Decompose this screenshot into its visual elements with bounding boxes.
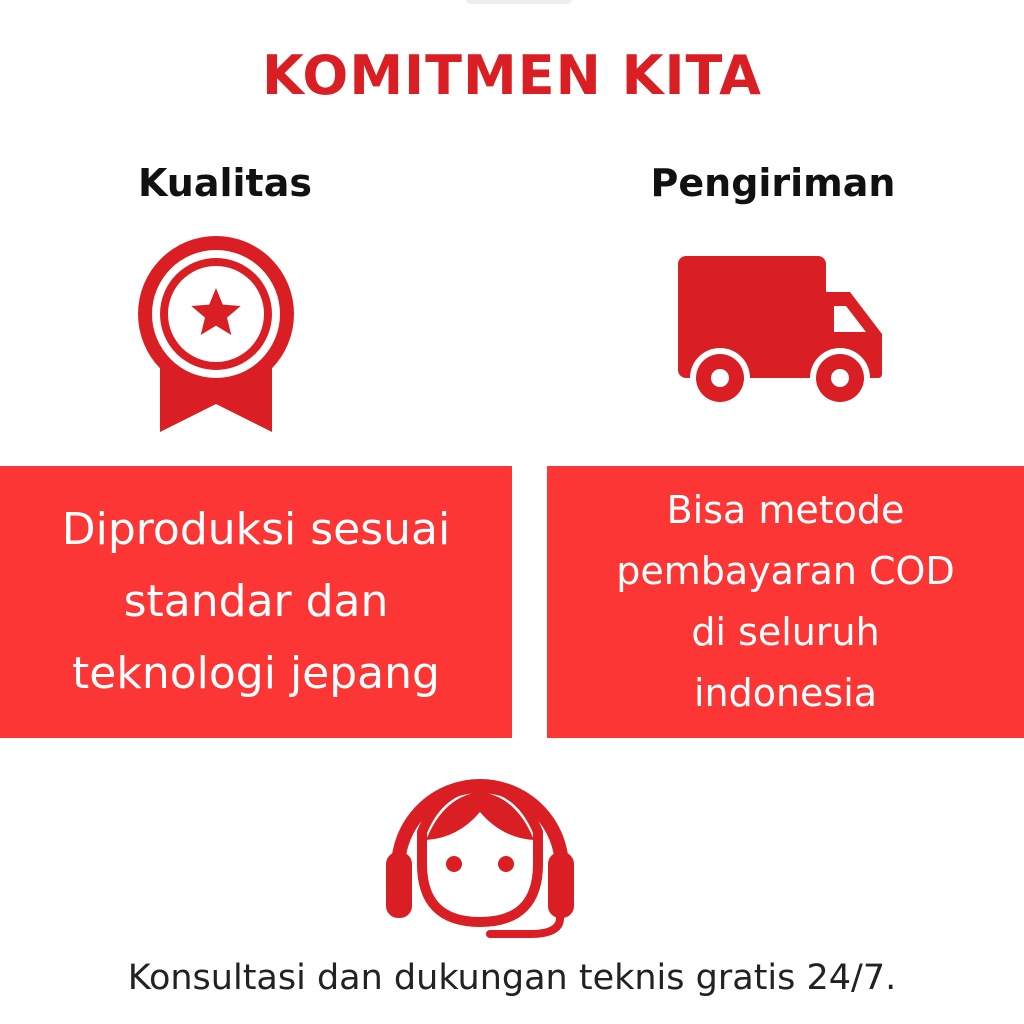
heading-pengiriman: Pengiriman: [650, 161, 896, 205]
pengiriman-description-line: pembayaran COD: [616, 549, 955, 593]
kualitas-description-line: teknologi jepang: [72, 648, 440, 699]
customer-support-headset-icon: [380, 768, 580, 938]
heading-kualitas: Kualitas: [138, 161, 312, 205]
medal-star-icon: [138, 236, 294, 436]
pengiriman-description-box: [547, 466, 1024, 738]
kualitas-description-line: standar dan: [123, 576, 389, 627]
pengiriman-description-line: indonesia: [693, 671, 878, 715]
page-title: KOMITMEN KITA: [262, 44, 762, 107]
kualitas-description-line: Diproduksi sesuai: [61, 504, 451, 555]
top-tab-stub: [466, 0, 572, 4]
pengiriman-description-line: di seluruh: [691, 610, 880, 654]
truck-icon: [674, 252, 886, 410]
support-caption: Konsultasi dan dukungan teknis gratis 24/7.: [127, 958, 897, 998]
kualitas-description-box: [0, 466, 512, 738]
pengiriman-description-line: Bisa metode: [666, 488, 905, 532]
